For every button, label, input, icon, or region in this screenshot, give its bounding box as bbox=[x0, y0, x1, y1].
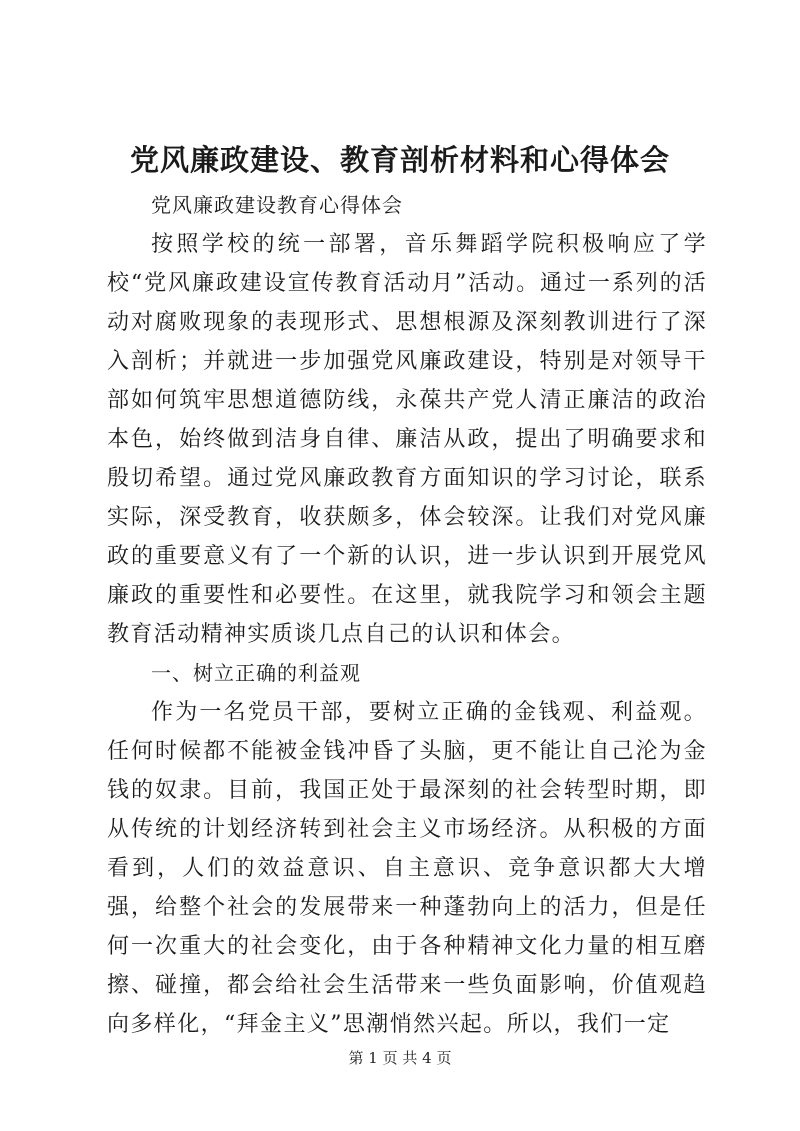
document-body bbox=[107, 186, 707, 1044]
subtitle: 党风廉政建设教育心得体会 bbox=[151, 193, 403, 217]
document-title: 党风廉政建设、教育剖析材料和心得体会 bbox=[129, 143, 670, 177]
page-footer: 第 1 页 共 4 页 bbox=[348, 1049, 452, 1067]
paragraph-intro: 按照学校的统一部署，音乐舞蹈学院积极响应了学校“党风廉政建设宣传教育活动月”活动。通过一系列的活动对腐败现象的表现形式、思想根源及深刻教训进行了深入剖析；并就进一步加强党风廉政建设，特别是对领导干部如何筑牢思想道德防线，永葆共产党人清正廉洁的政治本色，始终做到洁身自律、廉洁从政，提出了明确要求和殷切希望。通过党风廉政教育方面知识的学习讨论，联系实际，深受教育，收获颇多，体会较深。让我们对党风廉政的重要意义有了一个新的认识，进一步认识到开展党风廉政的重要性和必要性。在这里，就我院学习和领会主题教育活动精神实质谈几点自己的认识和体会。 bbox=[107, 232, 707, 647]
paragraph-section1: 作为一名党员干部，要树立正确的金钱观、利益观。任何时候都不能被金钱冲昏了头脑，更不能让自己沦为金钱的奴隶。目前，我国正处于最深刻的社会转型时期，即从传统的计划经济转到社会主义市场经济。从积极的方面看到，人们的效益意识、自主意识、竞争意识都大大增强，给整个社会的发展带来一种蓬勃向上的活力，但是任何一次重大的社会变化，由于各种精神文化力量的相互磨擦、碰撞，都会给社会生活带来一些负面影响，价值观趋向多样化，“拜金主义”思潮悄然兴起。所以，我们一定 bbox=[107, 700, 707, 1037]
section-heading: 一、树立正确的利益观 bbox=[151, 661, 361, 685]
